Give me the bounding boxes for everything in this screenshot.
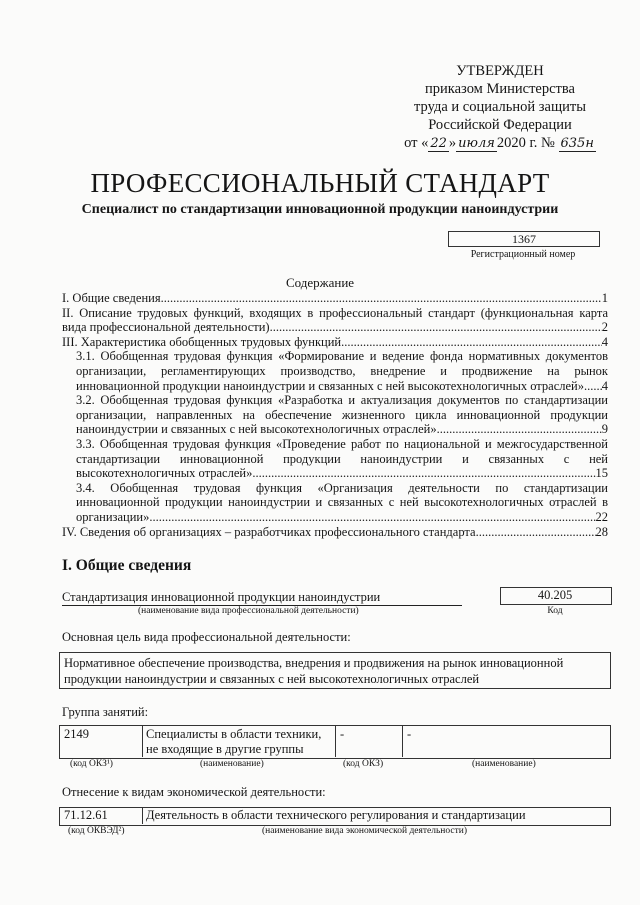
okz-name-label-2: (наименование) bbox=[472, 759, 536, 769]
approval-block bbox=[360, 62, 640, 153]
registration-number-box: 1367 bbox=[448, 231, 600, 247]
okz-name-label-1: (наименование) bbox=[200, 759, 264, 769]
date-month: июля bbox=[458, 136, 495, 151]
activity-code: 40.205 bbox=[537, 588, 573, 602]
code-label: Код bbox=[547, 606, 563, 616]
approval-line2: приказом Министерства bbox=[425, 81, 575, 97]
date-mid: » bbox=[448, 135, 457, 151]
page-title: ПРОФЕССИОНАЛЬНЫЙ СТАНДАРТ bbox=[90, 168, 550, 198]
okz-code-label-1: (код ОКЗ¹) bbox=[70, 759, 113, 769]
toc-item[interactable]: 3.2. Обобщенная трудовая функция «Разработка и актуализация документов по стандартизации организации, направленных на обеспечение жизненного цикла инновационной продукции наноиндустрии и связанных с ней высокотехнологичных отраслей» ..... 9 bbox=[62, 393, 608, 437]
contents-heading: Содержание bbox=[285, 275, 355, 290]
toc-item[interactable]: III. Характеристика обобщенных трудовых функций ..... 4 bbox=[62, 335, 608, 350]
order-number: 635н bbox=[560, 136, 594, 151]
toc-item[interactable]: 3.4. Обобщенная трудовая функция «Организация деятельности по стандартизации инновационной продукции наноиндустрии и связанных с ней высокотехнологичных отраслей в организации» ..... 22 bbox=[62, 481, 608, 525]
okved-code-label: (код ОКВЭД²) bbox=[68, 826, 125, 836]
goal-text: Нормативное обеспечение производства, внедрения и продвижения на рынок инновационной продукции наноиндустрии и связанных с ней высокотехнологичных отраслей bbox=[64, 656, 564, 686]
toc-item[interactable]: IV. Сведения об организациях – разработчиках профессионального стандарта ..... 28 bbox=[62, 525, 608, 540]
toc-item[interactable]: I. Общие сведения ..... 1 bbox=[62, 291, 608, 306]
okved-name-label: (наименование вида экономической деятельности) bbox=[262, 826, 467, 836]
approval-line1: УТВЕРЖДЕН bbox=[456, 63, 544, 79]
economic-label: Отнесение к видам экономической деятельности: bbox=[62, 785, 326, 799]
date-day: 22 bbox=[430, 136, 447, 151]
toc-item[interactable]: II. Описание трудовых функций, входящих в профессиональный стандарт (функциональная карта bbox=[62, 305, 608, 320]
approval-line3: труда и социальной защиты bbox=[414, 99, 586, 115]
okz-code-1: 2149 bbox=[64, 727, 89, 741]
okz-code-label-2: (код ОКЗ) bbox=[343, 759, 384, 769]
activity-name: Стандартизация инновационной продукции наноиндустрии bbox=[62, 590, 381, 604]
page-subtitle: Специалист по стандартизации инновационной продукции наноиндустрии bbox=[81, 202, 559, 217]
goal-label: Основная цель вида профессиональной деятельности: bbox=[62, 630, 351, 644]
okved-name: Деятельность в области технического регулирования и стандартизации bbox=[146, 808, 526, 822]
approval-line4: Российской Федерации bbox=[428, 117, 572, 133]
toc-item[interactable]: 3.3. Обобщенная трудовая функция «Проведение работ по национальной и межгосударственной стандартизации инновационной продукции наноиндустрии и связанных с ней высокотехнологичных отраслей» ..... 15 bbox=[62, 437, 608, 481]
activity-label: (наименование вида профессиональной деятельности) bbox=[138, 606, 359, 616]
okz-code-2: - bbox=[340, 727, 345, 741]
okz-name-1: Специалисты в области техники, не входящие в другие группы bbox=[146, 727, 322, 756]
date-prefix: от « bbox=[404, 135, 429, 151]
toc-item-cont: вида профессиональной деятельности) ..... 2 bbox=[62, 320, 608, 335]
toc-item[interactable]: 3.1. Обобщенная трудовая функция «Формирование и ведение фонда нормативных документов организации, регламентирующих производство, внедрение и продвижение на рынок инновационной продукции наноиндустрии и связанных с ней высокотехнологичных отраслей» ..... 4 bbox=[62, 349, 608, 393]
table-of-contents bbox=[62, 291, 608, 539]
okz-name-2: - bbox=[407, 727, 412, 741]
okved-code: 71.12.61 bbox=[64, 808, 108, 822]
approval-date-line bbox=[360, 134, 640, 153]
date-year: 2020 г. № bbox=[496, 135, 555, 151]
group-label: Группа занятий: bbox=[62, 705, 149, 719]
section-heading: I. Общие сведения bbox=[62, 557, 192, 574]
registration-label: Регистрационный номер bbox=[470, 249, 576, 260]
